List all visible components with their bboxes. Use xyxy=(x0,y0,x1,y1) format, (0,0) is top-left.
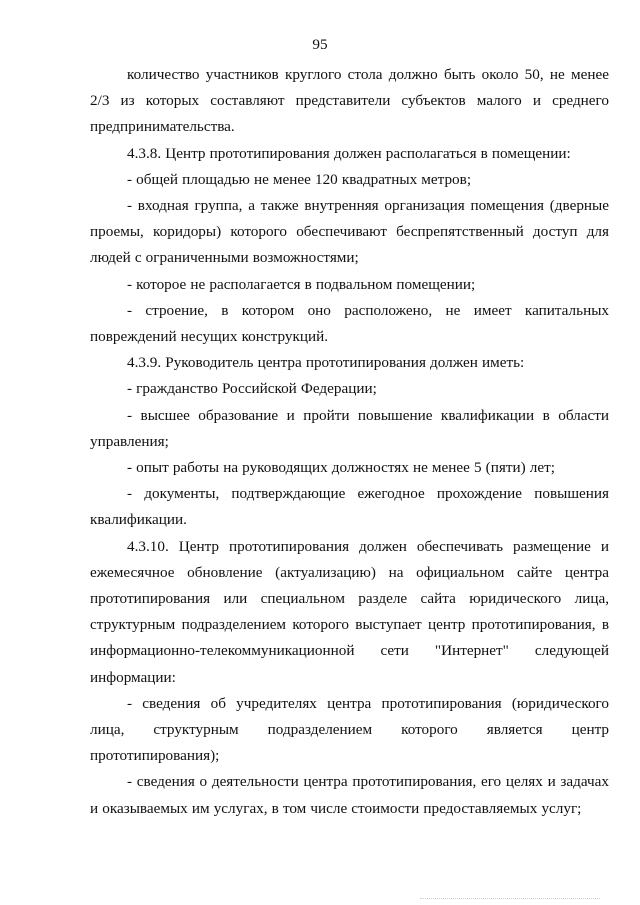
scan-artifact-line xyxy=(420,898,600,900)
paragraph-section-4-3-10: 4.3.10. Центр прототипирования должен обеспечивать размещение и ежемесячное обновление (актуализацию) на официальном сайте центра прототипирования или специальном разделе сайта юридического лица, структурным подразделением которого выступает центр прототипирования, в информационно-телекоммуникационной сети "Интернет" следующей информации: xyxy=(90,537,609,686)
paragraph-item-founders: - сведения об учредителях центра прототипирования (юридического лица, структурным подразделением которого является центр прототипирования); xyxy=(90,694,609,765)
page-number: 95 xyxy=(312,36,328,53)
paragraph-item-entrance: - входная группа, а также внутренняя организация помещения (дверные проемы, коридоры) которого обеспечивают беспрепятственный доступ для людей с ограниченными возможностями; xyxy=(90,197,609,267)
paragraph-section-4-3-9: 4.3.9. Руководитель центра прототипирования должен иметь: xyxy=(127,354,525,372)
paragraph-section-4-3-8: 4.3.8. Центр прототипирования должен располагаться в помещении: xyxy=(127,144,571,162)
paragraph-item-building: - строение, в котором оно расположено, не имеет капитальных повреждений несущих конструкций. xyxy=(90,301,609,346)
paragraph-item-documents: - документы, подтверждающие ежегодное прохождение повышения квалификации. xyxy=(90,485,609,529)
paragraph-item-activity: - сведения о деятельности центра прототипирования, его целях и задачах и оказываемых им услугах, в том числе стоимости предоставляемых услуг; xyxy=(90,773,609,817)
paragraph-1: количество участников круглого стола должно быть около 50, не менее 2/3 из которых составляют представители субъектов малого и среднего предпринимательства. xyxy=(90,66,609,136)
paragraph-item-experience: - опыт работы на руководящих должностях не менее 5 (пяти) лет; xyxy=(127,459,555,477)
document-body xyxy=(90,62,609,822)
paragraph-item-area: - общей площадью не менее 120 квадратных метров; xyxy=(127,170,472,188)
paragraph-item-citizenship: - гражданство Российской Федерации; xyxy=(127,380,377,398)
paragraph-item-basement: - которое не располагается в подвальном помещении; xyxy=(127,275,476,293)
paragraph-item-education: - высшее образование и пройти повышение квалификации в области управления; xyxy=(90,406,609,450)
